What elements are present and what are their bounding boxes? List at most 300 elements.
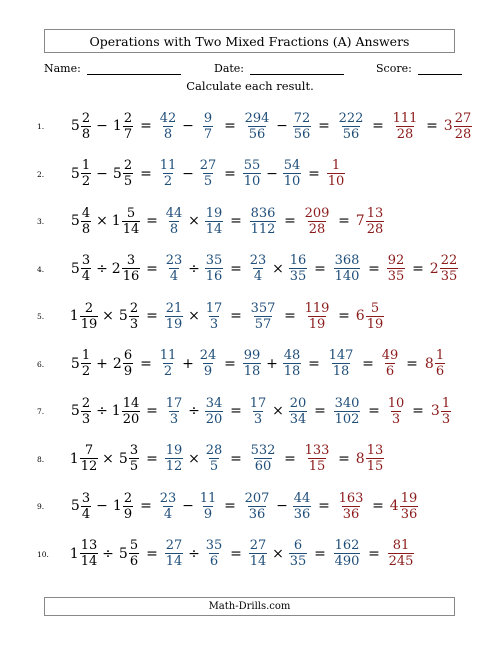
term-cell (242, 483, 272, 529)
problem-number: 2. (37, 169, 45, 179)
problem-number: 10. (37, 549, 49, 559)
operator: = (406, 355, 418, 372)
fraction (199, 492, 218, 521)
denominator: 56 (293, 126, 311, 142)
operator: = (338, 308, 350, 324)
mixed-number (431, 397, 451, 426)
mixed-number (113, 159, 133, 188)
denominator: 6 (435, 364, 445, 379)
numerator: 368 (334, 253, 360, 268)
operator-cell (94, 151, 110, 197)
term-cell (198, 151, 218, 197)
operator: − (182, 165, 194, 182)
numerator: 119 (304, 300, 330, 316)
mixed-number (356, 302, 384, 331)
numerator: 35 (205, 538, 223, 553)
operator: = (224, 118, 236, 134)
operator: × (102, 450, 114, 467)
denominator: 2 (81, 174, 91, 189)
term-cell (356, 436, 384, 482)
numerator: 27 (454, 110, 472, 126)
term-cell (118, 531, 140, 577)
denominator: 4 (169, 269, 179, 284)
date-field (214, 62, 344, 75)
operator: = (224, 498, 236, 514)
operator: × (102, 308, 114, 324)
fraction (165, 207, 184, 236)
problem-row (0, 198, 500, 244)
numerator: 42 (159, 110, 177, 126)
operator-cell (310, 246, 330, 292)
fraction (80, 539, 99, 568)
term-cell (198, 103, 218, 149)
term-cell (70, 151, 92, 197)
operator: = (314, 403, 326, 419)
numerator: 1 (435, 348, 445, 363)
denominator: 19 (308, 316, 326, 332)
denominator: 35 (289, 554, 307, 569)
numerator: 222 (338, 110, 364, 126)
numerator: 3 (129, 443, 139, 458)
numerator: 21 (165, 300, 183, 316)
operator-cell (100, 293, 116, 339)
term-cell (164, 198, 184, 244)
numerator: 2 (123, 158, 133, 173)
operator-cell (136, 151, 156, 197)
numerator: 35 (205, 253, 223, 268)
operator-cell (136, 341, 156, 387)
whole-part: 5 (70, 260, 80, 277)
operator: ÷ (188, 545, 200, 562)
whole-part: 1 (69, 450, 79, 467)
denominator: 28 (308, 221, 326, 237)
term-cell (248, 531, 268, 577)
operator-cell (270, 531, 286, 577)
denominator: 2 (163, 364, 173, 379)
operator: = (318, 498, 330, 514)
fraction (199, 159, 218, 188)
denominator: 6 (385, 364, 395, 379)
operator: = (426, 118, 438, 134)
operator-cell (180, 151, 196, 197)
term-cell (390, 483, 418, 529)
fraction (205, 444, 224, 473)
operator: + (266, 355, 278, 372)
numerator: 147 (328, 348, 354, 363)
term-cell (70, 293, 98, 339)
operator: × (188, 308, 200, 324)
operator-cell (422, 103, 442, 149)
operator: × (272, 545, 284, 562)
numerator: 207 (244, 490, 270, 506)
denominator: 3 (441, 411, 451, 427)
fraction (338, 492, 365, 521)
term-cell (164, 293, 184, 339)
mixed-number (119, 539, 139, 568)
denominator: 35 (289, 269, 307, 284)
term-cell (70, 198, 92, 244)
denominator: 56 (342, 126, 360, 142)
denominator: 3 (169, 411, 179, 427)
mixed-number (119, 302, 139, 331)
operator-cell (136, 103, 156, 149)
denominator: 8 (81, 126, 91, 142)
term-cell (158, 483, 178, 529)
denominator: 14 (249, 554, 267, 569)
operator: = (146, 308, 158, 324)
operator: = (146, 450, 158, 467)
operator-cell (280, 436, 300, 482)
mixed-number (425, 349, 445, 378)
date-label: Date: (214, 62, 245, 75)
operator-cell (186, 388, 202, 434)
operator: = (140, 355, 152, 372)
fraction (165, 539, 184, 568)
fraction (250, 444, 277, 473)
numerator: 17 (249, 395, 267, 411)
denominator: 10 (283, 174, 301, 189)
denominator: 60 (254, 459, 272, 474)
fraction (289, 397, 308, 426)
footer-text: Math-Drills.com (208, 601, 291, 612)
numerator: 48 (283, 348, 301, 363)
numerator: 162 (334, 538, 360, 553)
numerator: 532 (250, 443, 276, 458)
fraction (243, 159, 262, 188)
term-cell (118, 436, 140, 482)
fraction (123, 492, 133, 521)
operator: = (146, 545, 158, 562)
numerator: 6 (123, 348, 133, 363)
fraction (392, 112, 419, 141)
operator-cell (180, 341, 196, 387)
problem-number: 1. (37, 122, 45, 131)
numerator: 23 (165, 253, 183, 268)
denominator: 36 (248, 506, 266, 522)
problem-number: 8. (37, 454, 45, 464)
denominator: 4 (81, 269, 91, 284)
term-cell (288, 531, 308, 577)
term-cell (336, 483, 366, 529)
operator-cell (310, 388, 330, 434)
fraction (159, 112, 178, 141)
problem-number: 4. (37, 264, 45, 274)
term-cell (430, 246, 458, 292)
numerator: 14 (122, 395, 140, 411)
operator: = (140, 118, 152, 134)
fraction (334, 397, 361, 426)
fraction (165, 444, 184, 473)
term-cell (158, 103, 178, 149)
fraction (366, 444, 385, 473)
problem-row (0, 483, 500, 529)
operator-cell (364, 531, 384, 577)
denominator: 28 (396, 126, 414, 142)
whole-part: 5 (70, 355, 80, 372)
whole-part: 1 (111, 213, 121, 229)
fraction (165, 254, 184, 283)
problem-row (0, 341, 500, 387)
operator-cell (264, 341, 280, 387)
fraction (205, 539, 224, 568)
denominator: 35 (387, 269, 405, 284)
numerator: 16 (289, 253, 307, 268)
denominator: 9 (203, 506, 213, 522)
operator: − (266, 165, 278, 182)
fraction (327, 159, 346, 188)
fraction (80, 302, 99, 331)
numerator: 44 (165, 205, 183, 221)
mixed-number (113, 349, 133, 378)
term-cell (386, 246, 406, 292)
numerator: 340 (334, 395, 360, 411)
numerator: 3 (81, 490, 91, 506)
operator: = (308, 355, 320, 372)
operator: = (314, 545, 326, 562)
operator-cell (368, 483, 388, 529)
term-cell (164, 531, 184, 577)
operator-cell (94, 341, 110, 387)
operator-cell (364, 246, 384, 292)
denominator: 20 (205, 411, 223, 427)
whole-part: 5 (112, 165, 122, 182)
operator-cell (280, 198, 300, 244)
mixed-number (113, 492, 133, 521)
denominator: 16 (122, 269, 140, 284)
term-cell (164, 388, 184, 434)
fraction (249, 539, 268, 568)
whole-part: 5 (118, 450, 128, 467)
mixed-number (71, 397, 91, 426)
term-cell (248, 293, 278, 339)
fraction (203, 112, 213, 141)
denominator: 14 (80, 554, 98, 569)
mixed-number (71, 207, 91, 236)
term-cell (248, 246, 268, 292)
numerator: 4 (81, 205, 91, 221)
denominator: 18 (283, 364, 301, 379)
operator-cell (94, 198, 110, 244)
fraction (249, 254, 268, 283)
denominator: 15 (366, 459, 384, 474)
mixed-number (70, 539, 98, 568)
denominator: 5 (203, 174, 213, 189)
numerator: 209 (304, 205, 330, 221)
term-cell (332, 246, 362, 292)
fraction (454, 112, 473, 141)
whole-part: 5 (70, 403, 80, 419)
denominator: 14 (165, 554, 183, 569)
denominator: 9 (203, 364, 213, 379)
mixed-number (112, 397, 140, 426)
operator: = (284, 213, 296, 229)
operator: ÷ (96, 403, 108, 419)
operator: = (230, 450, 242, 467)
denominator: 12 (80, 459, 98, 474)
term-cell (112, 341, 134, 387)
operator-cell (220, 103, 240, 149)
whole-part: 1 (69, 308, 79, 324)
operator: = (338, 213, 350, 229)
mixed-number (119, 444, 139, 473)
denominator: 8 (81, 221, 91, 237)
whole-part: 8 (424, 355, 434, 372)
operator: = (230, 403, 242, 419)
operator-cell (142, 436, 162, 482)
denominator: 16 (205, 269, 223, 284)
denominator: 19 (366, 316, 384, 332)
operator: − (276, 498, 288, 514)
fraction (289, 539, 308, 568)
term-cell (70, 103, 92, 149)
numerator: 27 (199, 158, 217, 173)
fraction (159, 349, 178, 378)
numerator: 1 (81, 158, 91, 173)
operator-cell (100, 531, 116, 577)
fraction (81, 254, 91, 283)
whole-part: 1 (111, 403, 121, 419)
numerator: 27 (249, 538, 267, 553)
operator-cell (364, 388, 384, 434)
operator-cell (94, 388, 110, 434)
numerator: 1 (441, 395, 451, 411)
operator-cell (408, 388, 428, 434)
numerator: 19 (165, 443, 183, 458)
operator: = (230, 213, 242, 229)
fraction (165, 302, 184, 331)
problem-number: 7. (37, 407, 45, 416)
whole-part: 6 (355, 308, 365, 324)
fraction (165, 397, 184, 426)
whole-part: 5 (70, 213, 80, 229)
denominator: 7 (123, 126, 133, 142)
operator-cell (94, 103, 110, 149)
numerator: 836 (250, 205, 276, 221)
fraction (244, 112, 271, 141)
worksheet-title (44, 29, 455, 53)
denominator: 8 (169, 221, 179, 237)
numerator: 23 (249, 253, 267, 268)
numerator: 13 (366, 205, 384, 221)
mixed-number (356, 207, 384, 236)
fraction (205, 302, 224, 331)
numerator: 44 (293, 490, 311, 506)
denominator: 112 (250, 221, 276, 237)
numerator: 163 (338, 490, 364, 506)
term-cell (336, 103, 366, 149)
numerator: 24 (199, 348, 217, 363)
term-cell (112, 151, 134, 197)
term-cell (386, 531, 416, 577)
operator: ÷ (102, 545, 114, 562)
operator-cell (402, 341, 422, 387)
problem-number: 3. (37, 217, 45, 226)
score-blank[interactable] (418, 63, 462, 75)
denominator: 7 (203, 126, 213, 142)
operator-cell (220, 483, 240, 529)
denominator: 18 (243, 364, 261, 379)
numerator: 2 (84, 300, 94, 316)
operator: × (188, 450, 200, 467)
name-field (44, 62, 181, 75)
numerator: 22 (440, 253, 458, 268)
mixed-number (71, 254, 91, 283)
date-blank[interactable] (250, 63, 344, 75)
numerator: 2 (129, 300, 139, 316)
denominator: 3 (391, 411, 401, 427)
operator: = (224, 165, 236, 182)
denominator: 4 (163, 506, 173, 522)
fraction (400, 492, 419, 521)
operator-cell (270, 388, 286, 434)
fraction (283, 159, 302, 188)
term-cell (356, 198, 384, 244)
numerator: 6 (293, 538, 303, 553)
numerator: 17 (165, 395, 183, 411)
term-cell (112, 246, 140, 292)
operator-cell (314, 103, 334, 149)
operator: − (276, 118, 288, 134)
fraction (289, 254, 308, 283)
operator: + (182, 355, 194, 372)
problem-row (0, 103, 500, 149)
term-cell (242, 151, 262, 197)
operator: = (338, 450, 350, 467)
denominator: 34 (289, 411, 307, 427)
denominator: 102 (334, 411, 360, 427)
operator-cell (220, 151, 240, 197)
fraction (293, 492, 312, 521)
operator-cell (310, 531, 330, 577)
whole-part: 5 (70, 498, 80, 514)
denominator: 35 (440, 269, 458, 284)
fraction (80, 444, 99, 473)
denominator: 18 (332, 364, 350, 379)
whole-part: 1 (112, 498, 122, 514)
term-cell (70, 388, 92, 434)
denominator: 56 (248, 126, 266, 142)
denominator: 490 (334, 554, 360, 569)
term-cell (248, 388, 268, 434)
operator: = (314, 260, 326, 277)
operator-cell (314, 483, 334, 529)
whole-part: 1 (112, 118, 122, 134)
operator-cell (100, 436, 116, 482)
numerator: 11 (199, 490, 217, 506)
term-cell (332, 388, 362, 434)
denominator: 8 (163, 126, 173, 142)
term-cell (288, 388, 308, 434)
operator: = (146, 213, 158, 229)
operator: = (224, 355, 236, 372)
operator: = (372, 498, 384, 514)
fraction (440, 254, 459, 283)
whole-part: 5 (118, 308, 128, 324)
mixed-number (71, 492, 91, 521)
operator: − (96, 118, 108, 134)
term-cell (204, 531, 224, 577)
denominator: 20 (122, 411, 140, 427)
term-cell (204, 388, 224, 434)
operator: = (368, 260, 380, 277)
operator-cell (226, 388, 246, 434)
mixed-number (356, 444, 384, 473)
operator-cell (186, 198, 202, 244)
term-cell (292, 103, 312, 149)
denominator: 57 (254, 316, 272, 332)
whole-part: 2 (112, 355, 122, 372)
name-blank[interactable] (87, 63, 181, 75)
